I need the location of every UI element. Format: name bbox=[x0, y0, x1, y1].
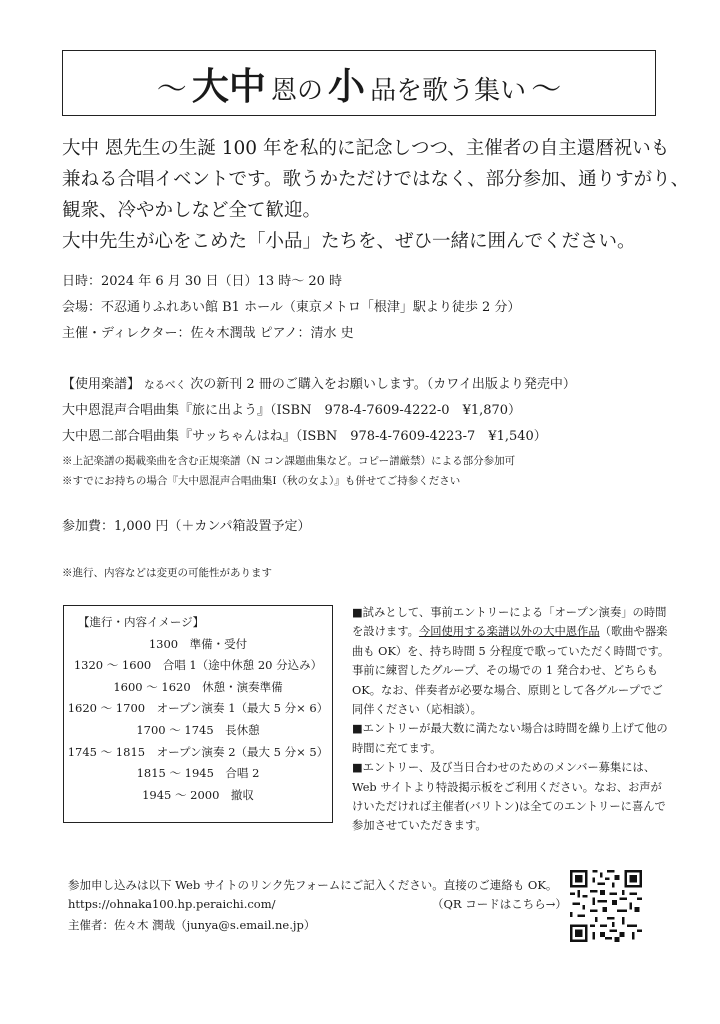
event-venue: 会場：不忍通りふれあい館 B1 ホール（東京メトロ「根津」駅より徒歩 2 分） bbox=[62, 300, 521, 315]
scores-note-2: ※すでにお持ちの場合『大中恩混声合唱曲集Ⅰ（秋の女よ）』も併せてご持参ください bbox=[62, 475, 461, 487]
event-date: 日時：2024 年 6 月 30 日（日）13 時〜 20 時 bbox=[62, 274, 343, 289]
schedule-row: 1815 〜 1945 合唱 2 bbox=[136, 766, 260, 781]
note-1-underlined: 今回使用する楽譜以外の大中恩作品 bbox=[418, 625, 600, 639]
schedule-row: 1620 〜 1700 オープン演奏 1（最大 5 分× 6） bbox=[67, 701, 329, 716]
schedule-row: 1300 準備・受付 bbox=[148, 636, 248, 651]
footer-signup: 参加申し込みは以下 Web サイトのリンク先フォームにご記入ください。直接のご連絡も OK。 bbox=[68, 878, 558, 892]
title-box bbox=[62, 50, 656, 116]
intro-line-3: 観衆、冷やかしなど全て歓迎。 bbox=[62, 200, 322, 221]
schedule-row: 1745 〜 1815 オープン演奏 2（最大 5 分× 5） bbox=[67, 744, 329, 759]
qr-code-icon[interactable] bbox=[570, 870, 642, 942]
title-name-2: 恩の bbox=[270, 76, 323, 106]
footer-url[interactable]: https://ohnaka100.hp.peraichi.com/ bbox=[68, 897, 276, 911]
scores-label: 【使用楽譜】 bbox=[62, 377, 141, 392]
page-title bbox=[157, 56, 562, 110]
score-book-2: 大中恩二部合唱曲集『サッちゃんはね』（ISBN 978-4-7609-4223-7 ¥1,540） bbox=[62, 429, 547, 444]
title-rest: 品を歌う集い bbox=[370, 76, 527, 106]
scores-heading bbox=[62, 373, 576, 397]
event-organizer: 主催・ディレクター：佐々木潤哉 ピアノ：清水 史 bbox=[62, 326, 354, 341]
intro-line-4: 大中先生が心をこめた「小品」たちを、ぜひ一緒に囲んでください。 bbox=[62, 231, 636, 252]
scores-text: 次の新刊 2 冊のご購入をお願いします。（カワイ出版より発売中） bbox=[190, 377, 576, 392]
title-tilde-right: 〜 bbox=[531, 72, 562, 107]
intro-line-1: 大中 恩先生の生誕 100 年を私的に記念しつつ、主催者の自主還暦祝いも bbox=[62, 138, 670, 159]
title-tilde-left: 〜 bbox=[156, 72, 187, 107]
open-performance-notes bbox=[352, 603, 670, 836]
change-note: ※進行、内容などは変更の可能性があります bbox=[62, 567, 272, 579]
schedule-row: 1700 〜 1745 長休憩 bbox=[136, 722, 260, 737]
intro-line-2: 兼ねる合唱イベントです。歌うかただけではなく、部分参加、通りすがり、 bbox=[62, 169, 690, 190]
schedule-row: 1320 〜 1600 合唱 1（途中休憩 20 分込み） bbox=[73, 658, 323, 673]
scores-note-1: ※上記楽譜の掲載楽曲を含む正規楽譜（N コン課題曲集など。コピー譜厳禁）による部分参加可 bbox=[62, 455, 516, 467]
scores-naru: なるべく bbox=[144, 379, 187, 391]
note-paragraph-2: ■エントリーが最大数に満たない場合は時間を繰り上げて他の時間に充てます。 bbox=[352, 722, 668, 755]
schedule-title: 【進行・内容イメージ】 bbox=[78, 615, 205, 629]
note-paragraph-3: ■エントリー、及び当日合わせのためのメンバー募集には、Web サイトより特設掲示板をご利用ください。なお、お声がけいただければ主催者(バリトン)は全てのエントリーに喜んで参加させていただきます。 bbox=[352, 761, 666, 833]
schedule-box bbox=[63, 605, 333, 823]
note-1-b: （歌曲や器楽曲も OK）を、持ち時間 5 分程度で歌っていただく時間です。事前に練習したグループ、その場での 1 発合わせ、どちらも OK。なお、伴奏者が必要な場合、原則として各グループでご同伴ください（応相談）。 bbox=[352, 625, 670, 717]
note-1-a: ■試みとして、事前エントリーによる「オープン演奏」の時間を設けます。 bbox=[352, 606, 667, 639]
schedule-row: 1600 〜 1620 休憩・演奏準備 bbox=[113, 679, 283, 694]
note-paragraph-1 bbox=[352, 603, 670, 719]
participation-fee: 参加費：1,000 円（＋カンパ箱設置予定） bbox=[62, 519, 311, 534]
footer-qr-note: （QR コードはこちら→） bbox=[432, 897, 567, 911]
title-name-1: 大中 bbox=[191, 65, 266, 108]
footer-contact: 主催者：佐々木 潤哉（junya@s.email.ne.jp） bbox=[68, 918, 316, 932]
title-sho: 小 bbox=[328, 65, 366, 108]
schedule-row: 1945 〜 2000 撤収 bbox=[142, 787, 254, 802]
score-book-1: 大中恩混声合唱曲集『旅に出よう』（ISBN 978-4-7609-4222-0 ¥1,870） bbox=[62, 403, 522, 418]
